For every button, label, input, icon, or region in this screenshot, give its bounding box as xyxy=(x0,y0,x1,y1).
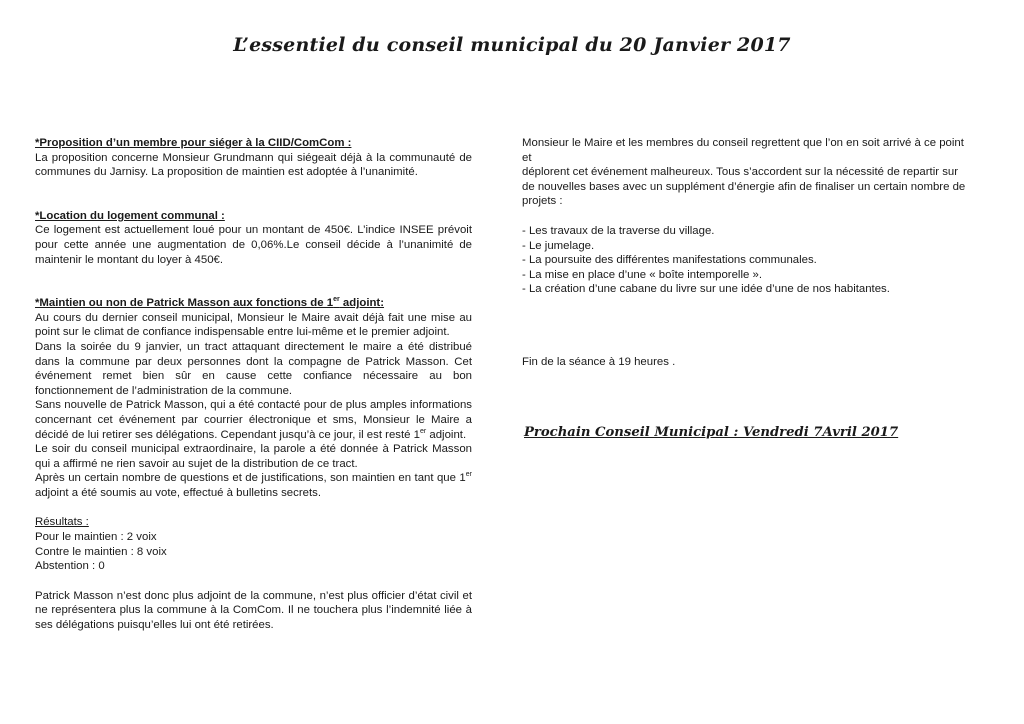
p5-sup: er xyxy=(465,471,472,479)
next-council-notice: Prochain Conseil Municipal : Vendredi 7Avril 2017 xyxy=(524,425,899,440)
project-item: - La poursuite des différentes manifestations communales. xyxy=(522,254,817,267)
section-heading-adjoint xyxy=(35,296,472,311)
adjoint-paragraph-3 xyxy=(35,398,472,442)
section-text-logement: Ce logement est actuellement loué pour un montant de 450€. L’indice INSEE prévoit pour cette année une augmentation de 0,06%.Le conseil décide à l’unanimité de maintenir le montant du loyer à 450€. xyxy=(35,224,472,266)
p3-pre: Sans nouvelle de Patrick Masson, qui a été contacté pour de plus amples informations concernant cet événement par courrier électronique et sms, Monsieur le Maire a décidé de lui retirer ses délégations. Cependant jusqu’à ce jour, il est resté 1 xyxy=(35,399,472,441)
result-against: Contre le maintien : 8 voix xyxy=(35,545,167,558)
project-item: - La mise en place d’une « boîte intemporelle ». xyxy=(522,268,762,281)
adjoint-conclusion: Patrick Masson n’est donc plus adjoint de la commune, n’est plus officier d’état civil et ne représentera plus la commune à la ComCom. Il ne touchera plus l’indemnité liée à ses délégations puisqu’elles lui ont été retirées. xyxy=(35,589,472,632)
p5-pre: Après un certain nombre de questions et de justifications, son maintien en tant que 1 xyxy=(35,472,466,485)
intro-line-1: Monsieur le Maire et les membres du conseil regrettent que l’on en soit arrivé à ce point et xyxy=(522,137,964,164)
intro-line-3: de nouvelles bases avec un supplément d’énergie afin de finaliser un certain nombre de xyxy=(522,180,966,193)
heading-adjoint-post: adjoint: xyxy=(339,297,385,310)
result-abstention: Abstention : 0 xyxy=(35,560,105,573)
adjoint-paragraph-1: Au cours du dernier conseil municipal, Monsieur le Maire avait déjà fait une mise au point sur le climat de confiance indispensable entre lui-même et le premier adjoint. xyxy=(35,311,472,339)
adjoint-paragraph-2: Dans la soirée du 9 janvier, un tract attaquant directement le maire a été distribué dans la commune par deux personnes dont la compagne de Patrick Masson. Cet événement remet bien sûr en cause cette confiance nécessaire au bon fonctionnement de l’administration de la commune. xyxy=(35,340,472,397)
project-item: - La création d’une cabane du livre sur une idée d’une de nos habitantes. xyxy=(522,283,890,296)
adjoint-paragraph-5 xyxy=(35,471,472,500)
project-item: - Les travaux de la traverse du village. xyxy=(522,224,715,237)
document-title: L’essentiel du conseil municipal du 20 Janvier 2017 xyxy=(233,34,791,56)
intro-line-2: déplorent cet événement malheureux. Tous s’accordent sur la nécessité de repartir sur xyxy=(522,166,959,179)
result-for: Pour le maintien : 2 voix xyxy=(35,531,157,544)
intro-line-4: projets : xyxy=(522,195,563,208)
section-heading-ciid: *Proposition d’un membre pour siéger à la CIID/ComCom : xyxy=(35,137,352,149)
heading-adjoint-sup: er xyxy=(333,296,340,304)
results-label: Résultats : xyxy=(35,516,89,529)
project-item: - Le jumelage. xyxy=(522,239,595,252)
p3-sup: er xyxy=(419,427,427,435)
projects-list xyxy=(522,224,972,297)
section-text-ciid: La proposition concerne Monsieur Grundmann qui siégeait déjà à la communauté de communes du Jarnisy. La proposition de maintien est adoptée à l’unanimité. xyxy=(35,151,472,179)
right-column xyxy=(522,136,972,370)
p3-post: adjoint. xyxy=(426,428,467,441)
adjoint-paragraph-4: Le soir du conseil municipal extraordinaire, la parole a été donnée à Patrick Masson qui a affirmé ne rien savoir au sujet de la distribution de ce tract. xyxy=(35,443,472,470)
p5-post: adjoint a été soumis au vote, effectué à bulletins secrets. xyxy=(35,486,321,499)
end-of-session: Fin de la séance à 19 heures . xyxy=(522,355,676,368)
section-heading-logement: *Location du logement communal : xyxy=(35,209,225,222)
heading-adjoint-pre: *Maintien ou non de Patrick Masson aux fonctions de 1 xyxy=(35,297,334,310)
left-column xyxy=(35,136,472,633)
